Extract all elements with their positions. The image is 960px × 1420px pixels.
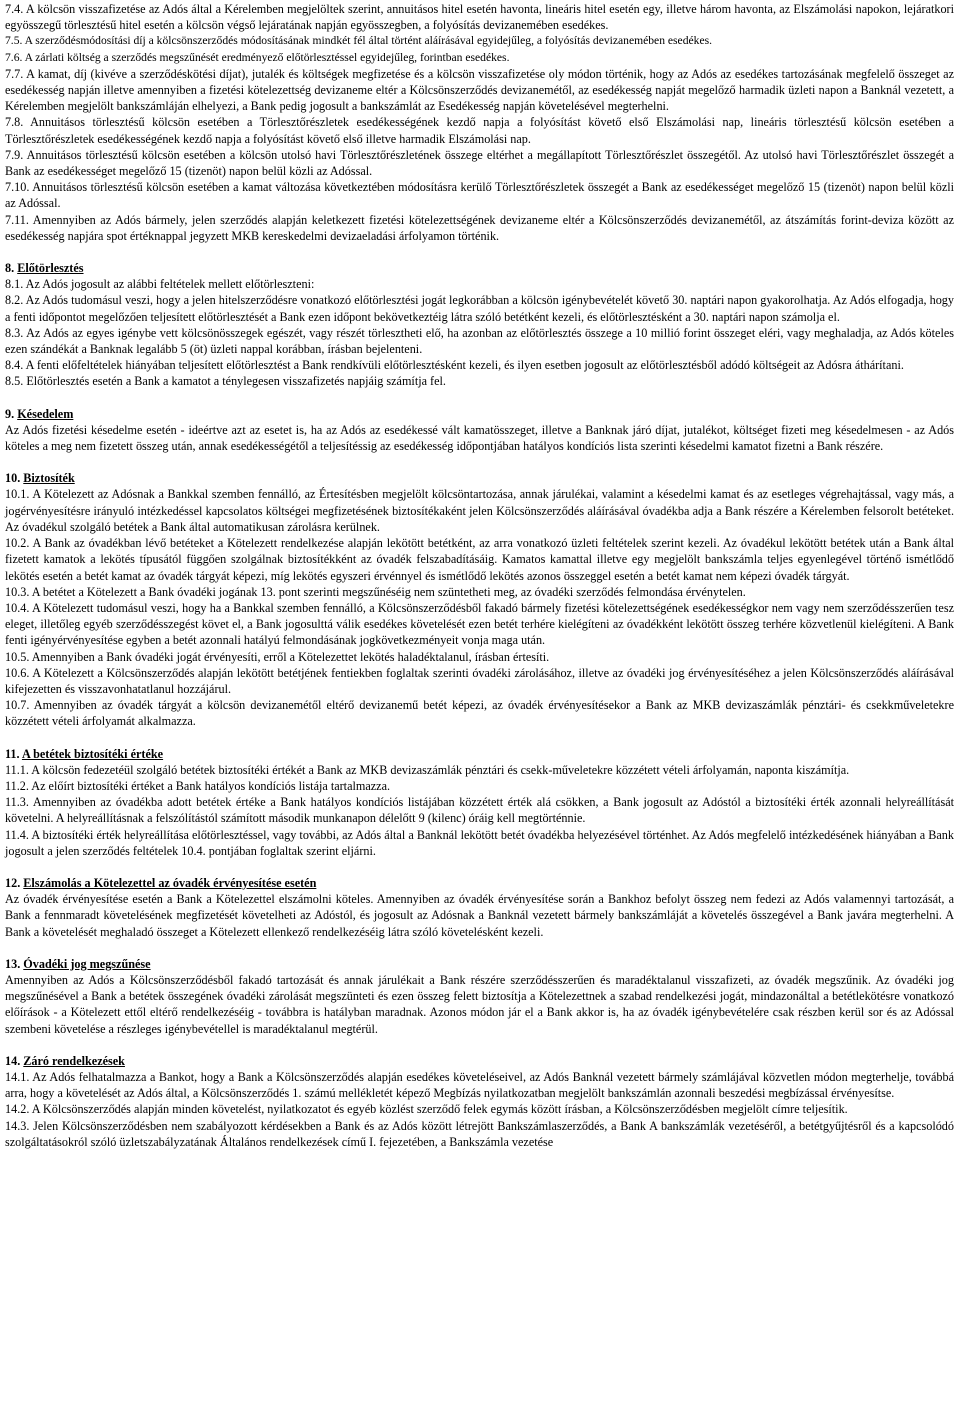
paragraph: 11.4. A biztosítéki érték helyreállítása előtörlesztéssel, vagy további, az Adós által a Banknál lekötött betét óvadékba helyezésével történhet. Az Adós megfelelő intézkedésének hiányában a Bank jogosult a jelen szerződés feltételek 10.4. pontjában foglaltak szerint eljárni.	[5, 827, 954, 858]
paragraph: 7.9. Annuitásos törlesztésű kölcsön esetében a kölcsön utolsó havi Törlesztőrészletének összege eltérhet a megállapított Törlesztőrészlet összegétől. Az utolsó havi Törlesztőrészlet összegét a Bank az esedékességet megelőző 15 (tizenöt) napon belül közli az Adóssal.	[5, 147, 954, 179]
section-heading	[5, 470, 954, 486]
section-number: 14.	[5, 1053, 21, 1068]
section-gap	[5, 244, 954, 260]
paragraph: 11.1. A kölcsön fedezetéül szolgáló betétek biztosítéki értékét a Bank az MKB devizaszámlák pénztári és csekk-műveletekre közzétett vételi árfolyamán, naponta kiszámítja.	[5, 762, 850, 777]
section-title: Elszámolás a Kötelezettel az óvadék érvényesítése esetén	[23, 875, 317, 890]
section-number: 12.	[5, 875, 21, 890]
section-gap	[5, 940, 954, 956]
section-heading	[5, 260, 954, 276]
paragraph: Az Adós fizetési késedelme esetén - ideértve azt az esetet is, ha az Adós az esedékessé vált kamatösszeget, illetve a Banknak járó díjat, jutalékot, költséget fizeti meg késedelmesen - az Adós köteles a meg nem fizetett összeg után, annak esedékességétől a teljesítéssig az esedékesség időpontjában hatályos kondíciós lista szerinti késedelmi kamatot fizetni a Bank részére.	[5, 422, 954, 454]
paragraph: 7.11. Amennyiben az Adós bármely, jelen szerződés alapján keletkezett fizetési kötelezettségének devizaneme eltér a Kölcsönszerződés devizanemétől, az átszámítás forint-deviza között az esedékesség napjára spot értéknappal jegyzett MKB kereskedelmi devizaeladási árfolyamon történik.	[5, 212, 954, 243]
section-number: 11.	[5, 746, 20, 761]
paragraph: 8.4. A fenti előfeltételek hiányában teljesített előtörlesztést a Bank rendkívüli előtörlesztésként kezeli, és ilyen esetben jogosult az előtörlesztésből adódó költségeit az Adósra áthárítani.	[5, 358, 904, 373]
section-title: Előtörlesztés	[17, 261, 84, 276]
section-title: A betétek biztosítéki értéke	[21, 746, 164, 761]
section-title: Óvadéki jog megszűnése	[23, 956, 151, 971]
paragraph: 7.8. Annuitásos törlesztésű kölcsön esetében a Törlesztőrészletek esedékességének kezdő napja a folyósítást követő első Elszámolási nap, lineáris törlesztésű kölcsön esetében a Törlesztőrészletek esedékességének kezdő napja a folyósítást követő első illetve harmadik Elszámolási nap.	[5, 115, 954, 146]
paragraph: 7.6. A zárlati költség a szerződés megszűnését eredményező előtörlesztéssel egyidejűleg, forintban esedékes.	[5, 50, 510, 64]
section-number: 10.	[5, 471, 21, 486]
paragraph: Amennyiben az Adós a Kölcsönszerződésből fakadó tartozását és annak járulékait a Bank részére szerződésszerűen és maradéktalanul visszafizeti, az óvadék megszűnik. Az óvadéki jog megszűnésével a Bank a betétek összegének óvadéki zárolását megszünteti és ezen összeg felett biztosítja a Kötelezettnek a szabad rendelkezési jogát, mindazonáltal a betétlekötésre vonatkozó előírások - a Kötelezett ettől eltérő rendelkezéséig - továbbra is hatályban maradnak. Azonos módon jár el a Bank akkor is, ha az óvadék igénybevételére csak részben kerül sor és az Adóssal szembeni követelése a részleges igénybevétellel is maradéktalanul megtérül.	[5, 972, 954, 1036]
section-gap	[5, 454, 954, 470]
section-title: Késedelem	[17, 406, 74, 421]
section-number: 9.	[5, 406, 15, 421]
paragraph: 10.7. Amennyiben az óvadék tárgyát a kölcsön devizanemétől eltérő devizanemű betét képezi, az óvadék érvényesítésekor a Bank az MKB devizaszámlák pénztári- és csekkműveletekre közzétett vételi árfolyamát alkalmazza.	[5, 698, 954, 729]
paragraph: 10.4. A Kötelezett tudomásul veszi, hogy ha a Bankkal szemben fennálló, a Kölcsönszerződésből fakadó bármely fizetési kötelezettségének esedékességkor nem vagy nem szerződésszerűen tesz eleget, illetőleg egyéb szerződésszegést követ el, a Bank jogosulttá válik esedékes követelését ezen betét terhére kielégíteni az óvadékként lekötött összeg terhére közvetlenül kielégíteni. A Bank fenti igényérvényesítése egyben a betét azonnali hatályú felmondásának jogkövetkezményeit vonja maga után.	[5, 600, 954, 648]
section-number: 8.	[5, 261, 15, 276]
section-gap	[5, 1037, 954, 1053]
paragraph: 10.5. Amennyiben a Bank óvadéki jogát érvényesíti, erről a Kötelezettet lekötés haladéktalanul, írásban értesíti.	[5, 649, 550, 664]
paragraph: 8.2. Az Adós tudomásul veszi, hogy a jelen hitelszerződésre vonatkozó előtörlesztési jogát legkorábban a kölcsön igénybevételét követő 30. naptári napon gyakorolhatja. Az Adós elfogadja, hogy a fenti időpontot megelőzően teljesített előtörlesztését a Bank ezen időpont bekövetkeztéig látra szóló betétként kezeli, és előtörlesztésként a 30. naptári napon számolja el.	[5, 293, 954, 324]
section-title: Záró rendelkezések	[23, 1053, 125, 1068]
paragraph: 14.1. Az Adós felhatalmazza a Bankot, hogy a Bank a Kölcsönszerződés alapján esedékes követeléseivel, az Adós Banknál vezetett bármely számlájával közvetlen módon megterhelje, továbbá arra, hogy a követelését az Adós által, a Kölcsönszerződés 1. számú mellékletét képező Megbízás nyilatkozatban megjelölt bankszámlán azonnali beszedési megbízással érvényesítse.	[5, 1069, 954, 1101]
paragraph: 8.5. Előtörlesztés esetén a Bank a kamatot a ténylegesen visszafizetés napjáig számítja fel.	[5, 374, 446, 389]
paragraph: 10.6. A Kötelezett a Kölcsönszerződés alapján lekötött betétjének fentiekben foglaltak szerinti óvadéki zárolásához, illetve az óvadéki jog érvényesítéséhez a jelen Kölcsönszerződés aláírásával kifejezetten és visszavonhatatlanul hozzájárul.	[5, 665, 954, 696]
paragraph: 7.4. A kölcsön visszafizetése az Adós által a Kérelemben megjelöltek szerint, annuitásos hitel esetén havonta, lineáris hitel esetén egy, illetve három havonta, az Elszámolási napokon, lejáratkori egyösszegű törlesztésű hitel esetén a kölcsön végső lejáratának napján egyösszegben, a folyósítás devizanemében esedékes.	[5, 2, 954, 33]
paragraph: 7.7. A kamat, díj (kivéve a szerződéskötési díjat), jutalék és költségek megfizetése és a kölcsön visszafizetése oly módon történik, hogy az Adós az esedékes tartozásának megfelelő összeget az esedékesség napján illetve amennyiben a fizetési kötelezettség devizaneme eltér a Kölcsönszerződés devizanemétől, az esedékesség napját megelőző harmadik üzleti napon a Banknál vezetett, a Kérelemben megjelölt bankszámláján elhelyezi, a Bank pedig jogosult a bankszámlát az Esedékesség napján követelésével megterhelni.	[5, 66, 954, 114]
section-heading	[5, 746, 954, 762]
section-gap	[5, 730, 954, 746]
section-heading	[5, 875, 954, 891]
paragraph: 8.3. Az Adós az egyes igénybe vett kölcsönösszegek egészét, vagy részét törlesztheti elő, ha azonban az előtörlesztés összege a 10 millió forint összeget eléri, vagy meghaladja, az Adós köteles ezen szándékát a Banknak legalább 5 (öt) üzleti nappal korábban, írásban bejelenteni.	[5, 325, 954, 357]
section-gap	[5, 859, 954, 875]
paragraph: 11.2. Az előírt biztosítéki értéket a Bank hatályos kondíciós listája tartalmazza.	[5, 778, 391, 793]
paragraph: 11.3. Amennyiben az óvadékba adott betétek értéke a Bank hatályos kondíciós listájában közzétett érték alá csökken, a Bank jogosult az Adóstól a biztosítéki érték azonnali helyreállítását követelni. A helyreállításnak a felszólítástól számított második munkanapon délelőtt 9 (kilenc) óráig kell megtörténnie.	[5, 795, 954, 826]
section-heading	[5, 1053, 954, 1069]
paragraph: 10.1. A Kötelezett az Adósnak a Bankkal szemben fennálló, az Értesítésben megjelölt kölcsöntartozása, annak járulékai, valamint a késedelmi kamat és az esetleges végrehajtással, vagy más, a jogérvényesítésre irányuló intézkedéssel kapcsolatos költségei megfizetésének biztosítékaként jelen Kölcsönszerződés aláírásával óvadékba adja a Bank részére a Kérelemben felsorolt betéteket. Az óvadékul szolgáló betétek a Bank által automatikusan zárolásra kerülnek.	[5, 487, 954, 534]
section-title: Biztosíték	[23, 471, 75, 486]
paragraph: 14.2. A Kölcsönszerződés alapján minden követelést, nyilatkozatot és egyéb közlést szerződő felek egymás között írásban, a Kölcsönszerződésben megjelölt címre teljesítik.	[5, 1102, 848, 1117]
section-gap	[5, 390, 954, 406]
paragraph: 7.10. Annuitásos törlesztésű kölcsön esetében a kamat változása következtében módosításra kerülő Törlesztőrészletek összegét a Bank az esedékességet megelőző 15 (tizenöt) napon belül közli az Adóssal.	[5, 180, 954, 211]
section-heading	[5, 406, 954, 422]
paragraph: 7.5. A szerződésmódosítási díj a kölcsönszerződés módosításának mindkét fél által történt aláírásával egyidejűleg, a folyósítás devizanemében esedékes.	[5, 34, 712, 48]
section-heading	[5, 956, 954, 972]
paragraph: Az óvadék érvényesítése esetén a Bank a Kötelezettel elszámolni köteles. Amennyiben az óvadék érvényesítése során a Bankhoz befolyt összeg nem fedezi az Adós valamennyi tartozását, a Bank a fennmaradt követelésének megfizetését követelheti az Adóstól, és jogosult az Adósnak a Banknál vezetett bármely bankszámláját a követelés összegével a Bank javára megterhelni. A Bank a követelését meghaladó összeget a Kötelezett ellenkező rendelkezéséig látra szóló követelésként kezeli.	[5, 892, 954, 939]
paragraph: 8.1. Az Adós jogosult az alábbi feltételek mellett előtörleszteni:	[5, 277, 315, 292]
paragraph: 10.3. A betétet a Kötelezett a Bank óvadéki jogának 13. pont szerinti megszűnéséig nem szüntetheti meg, az óvadéki szerződés felmondása érvénytelen.	[5, 584, 746, 599]
paragraph: 10.2. A Bank az óvadékban lévő betéteket a Kötelezett rendelkezése alapján lekötött betétként, az arra vonatkozó üzleti feltételek szerint kezeli. Az óvadékul lekötött betétek után a Bank által fizetett kamatok a lekötés típusától függően szolgálnak biztosítékként az óvadék felszabadításáig. Kamatos kamattal illetve egy megjelölt bankszámla teljes egyenlegével történő ismétlődő lekötés esetén a betét kamat az óvadék tárgyát képezi, míg lekötés egyszeri érvénnyel és ismétlődő lekötés azonos összeggel esetén a betét kamat nem képezi óvadék tárgyát.	[5, 536, 954, 583]
paragraph: 14.3. Jelen Kölcsönszerződésben nem szabályozott kérdésekben a Bank és az Adós között létrejött Bankszámlaszerződés, a Bank A bankszámlák vezetéséről, a betétgyűjtésről és a kapcsolódó szolgáltatásokról szóló üzletszabályzatának Általános rendelkezések című I. fejezetében, a Bankszámla vezetése	[5, 1118, 954, 1149]
section-number: 13.	[5, 956, 21, 971]
